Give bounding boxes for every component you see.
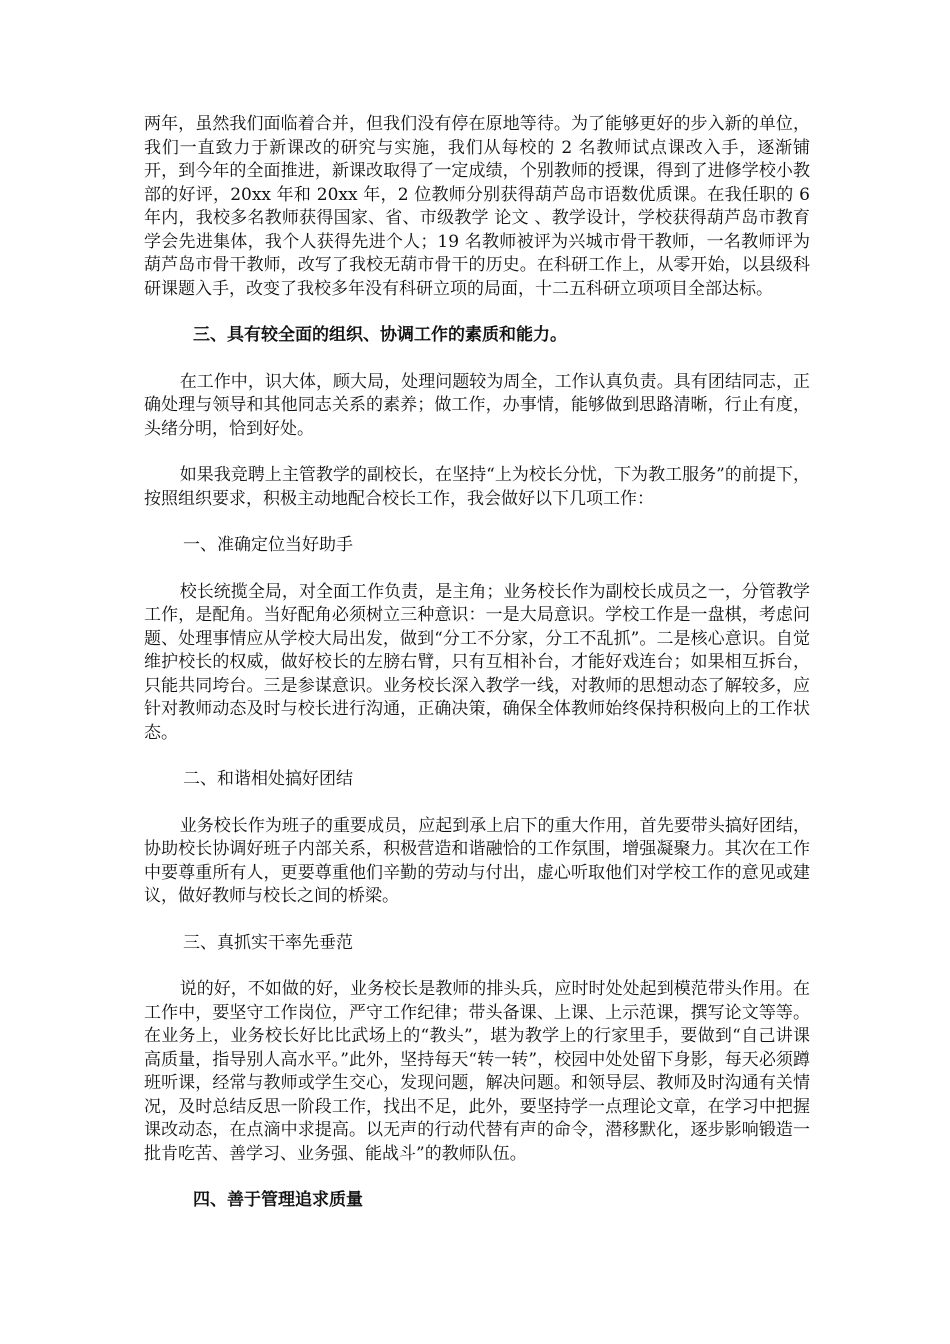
subheading-lead-by-example: 三、真抓实干率先垂范 <box>183 932 353 953</box>
paragraph-lead-by-example: 说的好，不如做的好，业务校长是教师的排头兵，应时时处处起到模范带头作用。在工作中，要坚守工作岗位，严守工作纪律；带头备课、上课、上示范课，撰写论文等等。在业务上，业务校长好比比武场上的“教头”，堪为教学上的行家里手，要做到“自己讲课高质量，指导别人高水平。”此外，坚持每天“转一转”，校园中处处留下身影，每天必须蹲班听课，经常与教师或学生交心，发现问题，解决问题。和领导层、教师及时沟通有关情况，及时总结反思一阶段工作，找出不足，此外，要坚持学一点理论文章，在学习中把握课改动态，在点滴中求提高。以无声的行动代替有声的命令，潜移默化，逐步影响锻造一批肯吃苦、善学习、业务强、能战斗”的教师队伍。 <box>144 979 810 1164</box>
subheading-unity: 二、和谐相处搞好团结 <box>183 769 353 789</box>
section-heading-4: 四、善于管理追求质量 <box>193 1190 363 1210</box>
paragraph-plan-intro: 如果我竞聘上主管教学的副校长，在坚持“上为校长分忧，下为教工服务”的前提下，按照组织要求，积极主动地配合校长工作，我会做好以下几项工作： <box>144 465 810 509</box>
subheading-assistant: 一、准确定位当好助手 <box>183 535 353 555</box>
paragraph-unity: 业务校长作为班子的重要成员，应起到承上启下的重大作用，首先要带头搞好团结，协助校长协调好班子内部关系，积极营造和谐融恰的工作氛围，增强凝聚力。其次在工作中要尊重所有人，更要尊重他们辛勤的劳动与付出，虚心听取他们对学校工作的意见或建议，做好教师与校长之间的桥梁。 <box>144 815 810 906</box>
section-heading-3: 三、具有较全面的组织、协调工作的素质和能力。 <box>193 325 567 345</box>
paragraph-work-attitude: 在工作中，识大体，顾大局，处理问题较为周全，工作认真负责。具有团结同志，正确处理与领导和其他同志关系的素养；做工作，办事情，能够做到思路清晰，行止有度，头绪分明，恰到好处。 <box>144 371 810 439</box>
document-page <box>144 113 810 1213</box>
paragraph-assistant: 校长统揽全局，对全面工作负责，是主角；业务校长作为副校长成员之一，分管教学工作，是配角。当好配角必须树立三种意识：一是大局意识。学校工作是一盘棋，考虑问题、处理事情应从学校大局出发，做到“分工不分家，分工不乱抓”。二是核心意识。自觉维护校长的权威，做好校长的左膀右臂，只有互相补台，才能好戏连台；如果相互拆台，只能共同垮台。三是参谋意识。业务校长深入教学一线，对教师的思想动态了解较多，应针对教师动态及时与校长进行沟通，正确决策，确保全体教师始终保持积极向上的工作状态。 <box>144 581 810 743</box>
paragraph-achievements: 两年，虽然我们面临着合并，但我们没有停在原地等待。为了能够更好的步入新的单位，我们一直致力于新课改的研究与实施，我们从每校的 2 名教师试点课改入手，逐渐铺开，到今年的全面推进，新课改取得了一定成绩，个别教师的授课，得到了进修学校小教部的好评，20xx 年和 20xx 年，2 位教师分别获得葫芦岛市语数优质课。在我任职的 6 年内，我校多名教师获得国家、省、市级教学 论文 、教学设计，学校获得葫芦岛市教育学会先进集体，我个人获得先进个人；19 名教师被评为兴城市骨干教师，一名教师评为葫芦岛市骨干教师，改写了我校无葫市骨干的历史。在科研工作上，从零开始，以县级科研课题入手，改变了我校多年没有科研立项的局面，十二五科研立项项目全部达标。 <box>144 114 810 299</box>
